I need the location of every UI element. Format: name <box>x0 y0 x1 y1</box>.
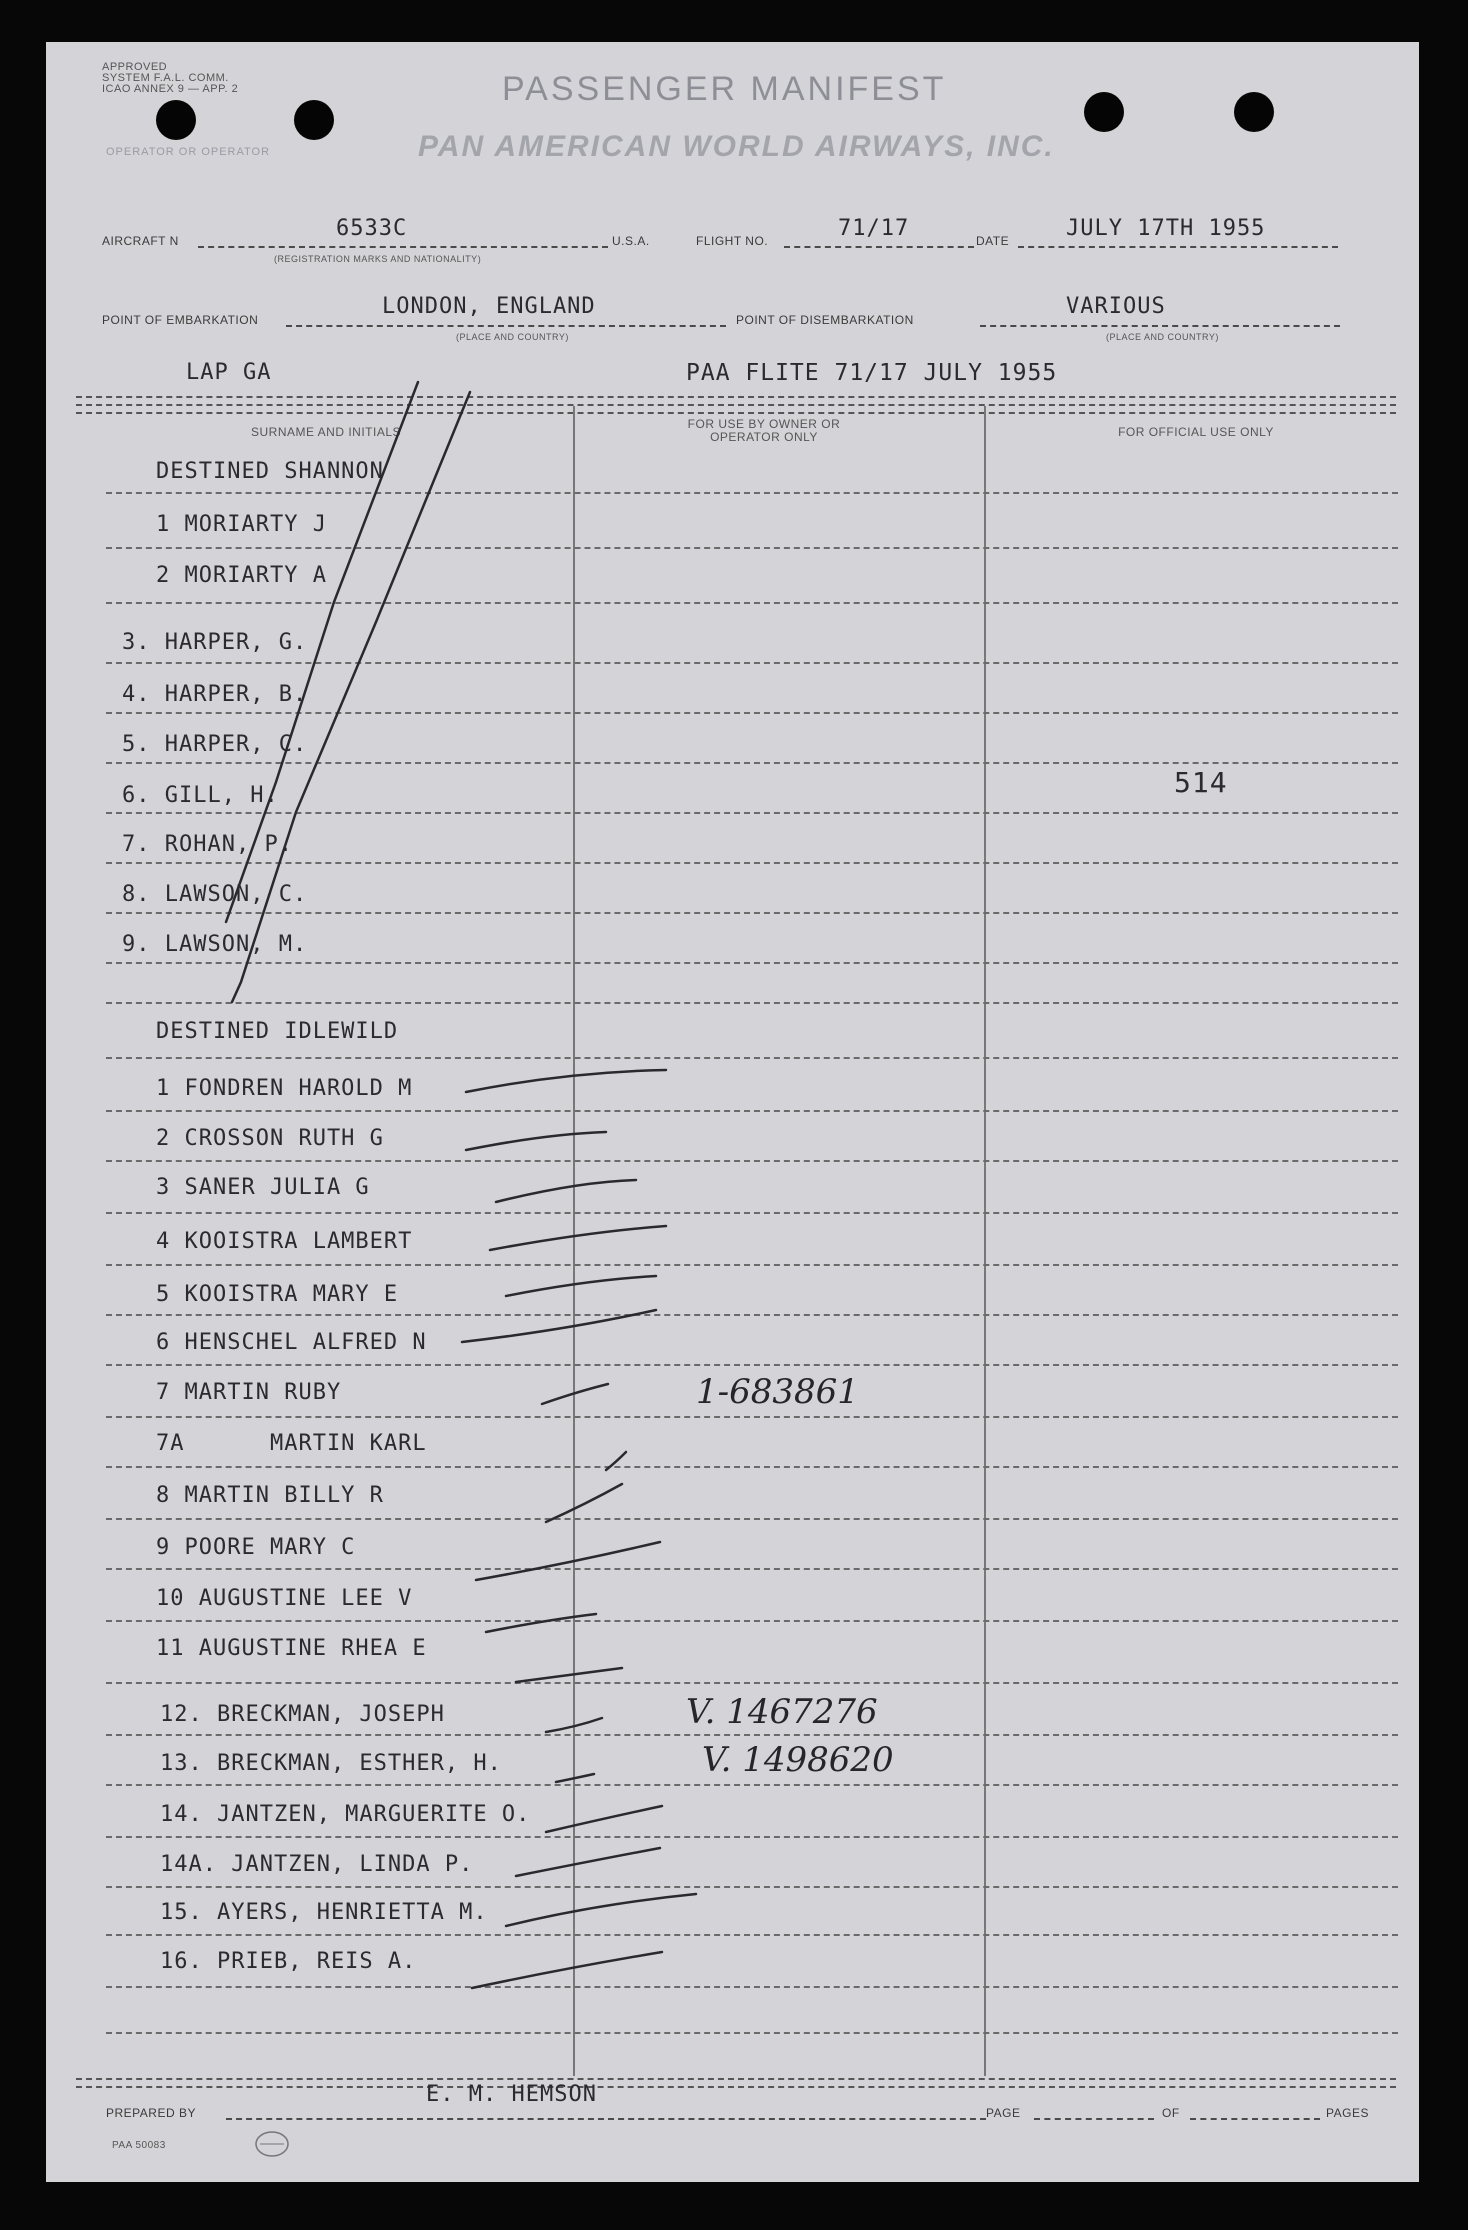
list-item: 8. LAWSON, C. <box>122 882 308 907</box>
approval-line: SYSTEM F.A.L. COMM. <box>102 72 229 84</box>
list-item: 6 HENSCHEL ALFRED N <box>156 1330 427 1355</box>
owner-column-header: FOR USE BY OWNER OR OPERATOR ONLY <box>687 417 841 444</box>
row-separator <box>106 1057 1398 1059</box>
fill-line <box>1034 2118 1154 2120</box>
row-separator <box>106 1212 1398 1214</box>
disembarkation-label: POINT OF DISEMBARKATION <box>736 313 914 327</box>
list-item: 3. HARPER, G. <box>122 630 308 655</box>
tick-mark <box>506 1894 696 1926</box>
owner-entry-handwritten: 1-683861 <box>696 1372 859 1412</box>
list-item: 14A. JANTZEN, LINDA P. <box>160 1852 474 1877</box>
list-item: 11 AUGUSTINE RHEA E <box>156 1636 427 1661</box>
list-item: 15. AYERS, HENRIETTA M. <box>160 1900 488 1925</box>
list-item: 12. BRECKMAN, JOSEPH <box>160 1702 445 1727</box>
table-rule <box>76 2078 1396 2080</box>
usa-label: U.S.A. <box>612 234 650 248</box>
table-rule <box>76 404 1396 406</box>
row-separator <box>106 1734 1398 1736</box>
fill-line <box>226 2118 986 2120</box>
punch-hole <box>1084 92 1124 132</box>
tick-mark <box>466 1070 666 1092</box>
row-separator <box>106 1682 1398 1684</box>
tick-mark <box>546 1484 622 1522</box>
note-left: LAP GA <box>186 360 272 385</box>
flight-date: JULY 17TH 1955 <box>1066 216 1266 241</box>
row-separator <box>106 1364 1398 1366</box>
list-item: 2 MORIARTY A <box>156 563 327 588</box>
tick-mark <box>490 1226 666 1250</box>
punch-hole <box>156 100 196 140</box>
row-separator <box>106 1886 1398 1888</box>
row-separator <box>106 547 1398 549</box>
fill-line <box>286 325 726 327</box>
row-separator <box>106 762 1398 764</box>
list-item: 13. BRECKMAN, ESTHER, H. <box>160 1751 502 1776</box>
row-separator <box>106 492 1398 494</box>
embarkation-value: LONDON, ENGLAND <box>382 294 596 319</box>
row-separator <box>106 1002 1398 1004</box>
row-separator <box>106 662 1398 664</box>
aircraft-number: 6533C <box>336 216 408 241</box>
row-separator <box>106 1160 1398 1162</box>
fill-line <box>980 325 1340 327</box>
list-item: 5 KOOISTRA MARY E <box>156 1282 399 1307</box>
aircraft-label: AIRCRAFT N <box>102 234 179 248</box>
list-item: 7 MARTIN RUBY <box>156 1380 342 1405</box>
list-item: 1 MORIARTY J <box>156 512 327 537</box>
manifest-sheet <box>46 42 1419 2182</box>
list-item: 9 POORE MARY C <box>156 1535 356 1560</box>
official-use-entry: 514 <box>1174 766 1228 799</box>
fill-line <box>1018 246 1338 248</box>
tick-mark <box>476 1542 660 1580</box>
list-item: 4 KOOISTRA LAMBERT <box>156 1229 413 1254</box>
row-separator <box>106 1110 1398 1112</box>
embarkation-caption: (PLACE AND COUNTRY) <box>456 332 569 342</box>
note-right: PAA FLITE 71/17 JULY 1955 <box>686 360 1058 386</box>
tick-mark <box>542 1384 608 1404</box>
tick-mark <box>516 1668 622 1682</box>
printer-stamp-icon <box>252 2126 292 2162</box>
form-number: PAA 50083 <box>112 2140 166 2151</box>
row-separator <box>106 962 1398 964</box>
row-separator <box>106 1986 1398 1988</box>
approval-line: APPROVED <box>102 61 168 73</box>
fill-line <box>1190 2118 1320 2120</box>
list-item: 7. ROHAN, P. <box>122 832 293 857</box>
date-label: DATE <box>976 234 1010 248</box>
registration-caption: (REGISTRATION MARKS AND NATIONALITY) <box>274 254 482 264</box>
list-item: 8 MARTIN BILLY R <box>156 1483 384 1508</box>
row-separator <box>106 1934 1398 1936</box>
row-separator <box>106 1466 1398 1468</box>
list-item: 16. PRIEB, REIS A. <box>160 1949 417 1974</box>
official-column-header: FOR OFFICIAL USE ONLY <box>1118 425 1274 439</box>
row-separator <box>106 1264 1398 1266</box>
row-separator <box>106 812 1398 814</box>
list-item: 5. HARPER, C. <box>122 732 308 757</box>
list-item: 6. GILL, H. <box>122 783 279 808</box>
list-item: 4. HARPER, B. <box>122 682 308 707</box>
list-item: 2 CROSSON RUTH G <box>156 1126 384 1151</box>
table-rule <box>76 412 1396 414</box>
owner-entry-handwritten: V. 1498620 <box>702 1740 894 1780</box>
row-separator <box>106 602 1398 604</box>
row-separator <box>106 862 1398 864</box>
tick-mark <box>466 1132 606 1150</box>
fill-line <box>198 246 608 248</box>
approval-block <box>102 62 238 95</box>
flight-label: FLIGHT NO. <box>696 234 769 248</box>
row-separator <box>106 912 1398 914</box>
owner-entry-handwritten: V. 1467276 <box>686 1692 878 1732</box>
disembarkation-value: VARIOUS <box>1066 294 1166 319</box>
row-separator <box>106 1620 1398 1622</box>
tick-mark <box>546 1806 662 1832</box>
approval-line: ICAO ANNEX 9 — APP. 2 <box>102 83 239 95</box>
page-label: PAGE <box>986 2106 1021 2120</box>
flight-number: 71/17 <box>838 216 910 241</box>
embarkation-label: POINT OF EMBARKATION <box>102 313 259 327</box>
tick-mark <box>516 1848 660 1876</box>
disembarkation-caption: (PLACE AND COUNTRY) <box>1106 332 1219 342</box>
list-item: 9. LAWSON, M. <box>122 932 308 957</box>
list-item: DESTINED IDLEWILD <box>156 1019 399 1044</box>
row-separator <box>106 2032 1398 2034</box>
row-separator <box>106 712 1398 714</box>
row-separator <box>106 1416 1398 1418</box>
prepared-by-label: PREPARED BY <box>106 2106 196 2120</box>
tick-mark <box>486 1614 596 1632</box>
names-column-header: SURNAME AND INITIALS <box>250 425 402 439</box>
operator-label: OPERATOR OR OPERATOR <box>106 146 271 158</box>
row-separator <box>106 1314 1398 1316</box>
column-divider <box>984 406 986 2076</box>
table-rule <box>76 2086 1396 2088</box>
tick-mark <box>472 1952 662 1988</box>
pages-label: PAGES <box>1326 2106 1369 2120</box>
list-item: 7A MARTIN KARL <box>156 1431 427 1456</box>
table-rule <box>76 396 1396 398</box>
row-separator <box>106 1836 1398 1838</box>
punch-hole <box>1234 92 1274 132</box>
row-separator <box>106 1784 1398 1786</box>
tick-mark <box>496 1180 636 1202</box>
list-item: 10 AUGUSTINE LEE V <box>156 1586 413 1611</box>
list-item: 1 FONDREN HAROLD M <box>156 1076 413 1101</box>
punch-hole <box>294 100 334 140</box>
fill-line <box>784 246 974 248</box>
operator-name: PAN AMERICAN WORLD AIRWAYS, INC. <box>418 130 1055 163</box>
column-divider <box>573 406 575 2076</box>
prepared-by-value: E. M. HEMSON <box>426 2082 597 2107</box>
tick-mark <box>506 1276 656 1296</box>
row-separator <box>106 1568 1398 1570</box>
form-title: PASSENGER MANIFEST <box>502 70 947 108</box>
list-item: 14. JANTZEN, MARGUERITE O. <box>160 1802 531 1827</box>
list-item: 3 SANER JULIA G <box>156 1175 370 1200</box>
list-item: DESTINED SHANNON <box>156 459 384 484</box>
tick-mark <box>556 1774 594 1782</box>
row-separator <box>106 1518 1398 1520</box>
of-label: OF <box>1162 2106 1180 2120</box>
